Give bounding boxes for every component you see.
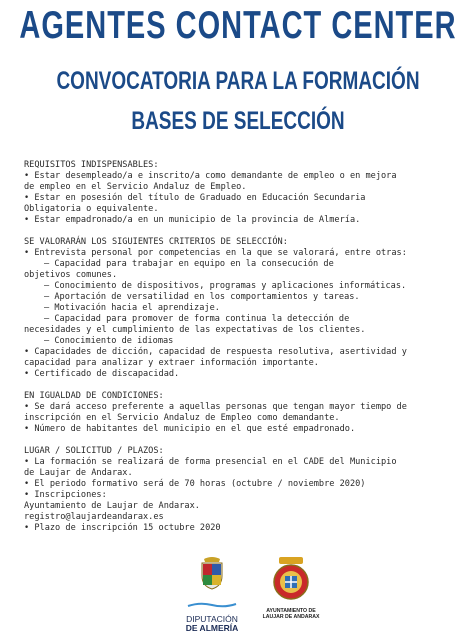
section-line: objetivos comunes. (24, 270, 118, 280)
section-line: • Se dará acceso preferente a aquellas personas que tengan mayor tiempo de (24, 402, 407, 412)
section-line: • Entrevista personal por competencias en la que se valorará, entre otras: (24, 248, 407, 258)
ayuntamiento-laujar-logo (256, 556, 326, 620)
section-line: • Número de habitantes del municipio en el que esté empadronado. (24, 424, 356, 434)
diputacion-name-line1: DIPUTACIÓN (186, 614, 238, 624)
section-line: – Motivación hacia el aprendizaje. (44, 303, 220, 313)
section-line: inscripción en el Servicio Andaluz de Empleo como demandante. (24, 413, 340, 423)
section-line: – Conocimiento de dispositivos, programas y aplicaciones informáticas. (44, 281, 407, 291)
text-section (24, 237, 464, 380)
section-line: capacidad para analizar y extraer información importante. (24, 358, 319, 368)
section-line: • Estar desempleado/a e inscrito/a como demandante de empleo o en mejora (24, 171, 397, 181)
section-line: Ayuntamiento de Laujar de Andarax. (24, 501, 200, 511)
section-line: • Estar empadronado/a en un municipio de la provincia de Almería. (24, 215, 361, 225)
page-subtitle-secondary: BASES DE SELECCIÓN (131, 108, 345, 136)
section-line: • El periodo formativo será de 70 horas (octubre / noviembre 2020) (24, 479, 366, 489)
diputacion-name-line2: DE ALMERÍA (185, 623, 239, 633)
section-line: – Aportación de versatilidad en los comportamientos y tareas. (44, 292, 360, 302)
section-heading: SE VALORARÁN LOS SIGUIENTES CRITERIOS DE SELECCIÓN: (24, 237, 288, 247)
section-heading: REQUISITOS INDISPENSABLES: (24, 160, 159, 170)
page-subtitle: CONVOCATORIA PARA LA FORMACIÓN (56, 68, 420, 96)
text-section (24, 160, 464, 226)
requirements-body (24, 160, 464, 545)
page-title: AGENTES CONTACT CENTER (19, 4, 457, 48)
text-section (24, 391, 464, 435)
ayuntamiento-name-line1: AYUNTAMIENTO DE (266, 608, 316, 614)
section-heading: EN IGUALDAD DE CONDICIONES: (24, 391, 164, 401)
ayuntamiento-shield-icon (271, 556, 311, 602)
section-line: • Estar en posesión del título de Graduado en Educación Secundaria (24, 193, 366, 203)
ayuntamiento-name-line2: LAUJAR DE ANDARAX (262, 614, 320, 620)
section-line: registro@laujardeandarax.es (24, 512, 164, 522)
diputacion-shield-icon (199, 556, 225, 590)
section-line: • Capacidades de dicción, capacidad de respuesta resolutiva, asertividad y (24, 347, 407, 357)
section-line: Obligatoria o equivalente. (24, 204, 159, 214)
section-line: • Inscripciones: (24, 490, 107, 500)
logos-footer (0, 556, 476, 636)
section-line: de Laujar de Andarax. (24, 468, 133, 478)
diputacion-wave-icon (186, 602, 238, 608)
section-heading: LUGAR / SOLICITUD / PLAZOS: (24, 446, 164, 456)
section-line: de empleo en el Servicio Andaluz de Empleo. (24, 182, 247, 192)
section-line: – Conocimiento de idiomas (44, 336, 174, 346)
diputacion-almeria-logo (178, 556, 246, 633)
section-line: • Certificado de discapacidad. (24, 369, 180, 379)
section-line: • Plazo de inscripción 15 octubre 2020 (24, 523, 221, 533)
text-section (24, 446, 464, 534)
section-line: necesidades y el cumplimiento de las expectativas de los clientes. (24, 325, 366, 335)
section-line: – Capacidad para trabajar en equipo en la consecución de (44, 259, 334, 269)
section-line: • La formación se realizará de forma presencial en el CADE del Municipio (24, 457, 397, 467)
section-line: – Capacidad para promover de forma continua la detección de (44, 314, 350, 324)
